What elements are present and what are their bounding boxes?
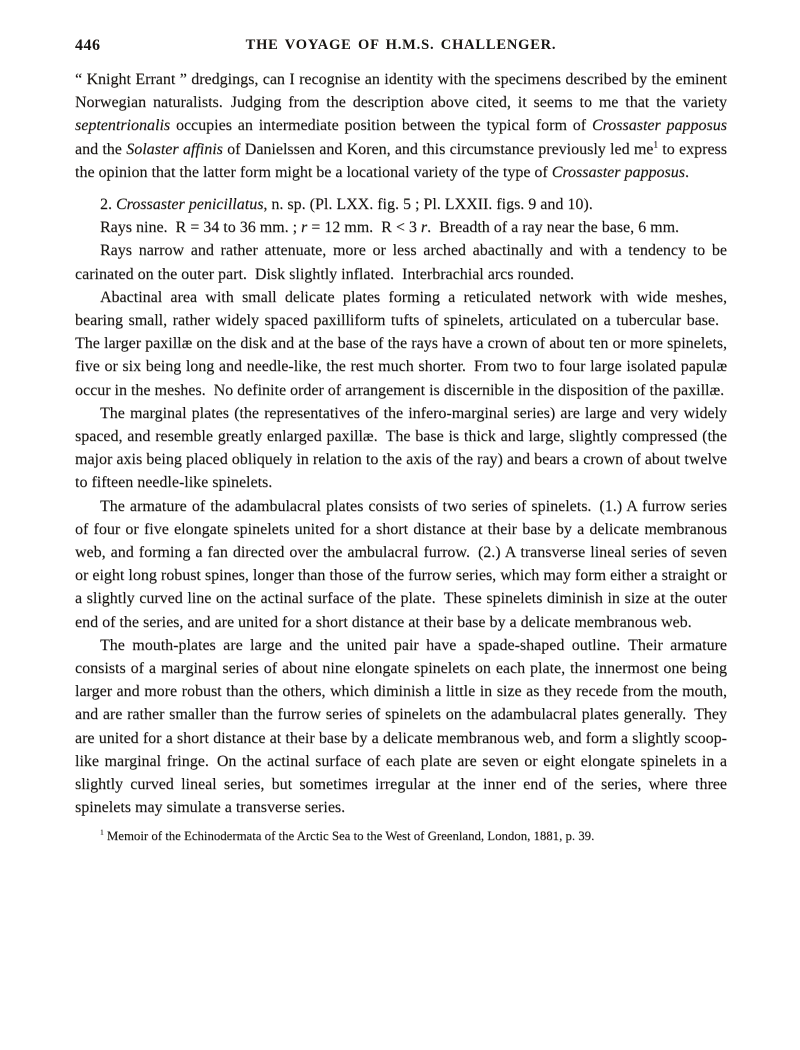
paragraph-adambulacral-armature: The armature of the adambulacral plates consists of two series of spinelets. (1.) A furrow series of four or five elongate spinelets united for a short distance at their base by a delicate membranous web, and forming a fan directed over the ambulacral furrow. (2.) A transverse lineal series of seven or eight long robust spines, longer than those of the furrow series, which may form either a straight or a slightly curved line on the actinal surface of the plate. These spinelets diminish in size at the outer end of the series, and are united for a short distance at their base by a delicate membranous web. — [75, 497, 727, 631]
paragraph-marginal-plates: The marginal plates (the representatives of the infero-marginal series) are large and very widely spaced, and resemble greatly enlarged paxillæ. The base is thick and large, slightly compressed (the major axis being placed obliquely in relation to the axis of the ray) and bears a crown of about twelve to fifteen needle-like spinelets. — [75, 404, 727, 492]
body-text — [75, 68, 727, 844]
paragraph-rays-form: Rays narrow and rather attenuate, more or less arched abactinally and with a tendency to be carinated on the outer part. Disk slightly inflated. Interbrachial arcs rounded. — [75, 242, 727, 283]
footnote: $^1$ Memoir of the Echinodermata of the Arctic Sea to the West of Greenland, London, 1881, p. 39. — [100, 827, 595, 843]
paragraph-measurements: Rays nine. R = 34 to 36 mm. ; r = 12 mm. R < 3 r. Breadth of a ray near the base, 6 mm. — [100, 219, 680, 237]
species-heading: 2. Crossaster penicillatus, n. sp. (Pl. LXX. fig. 5 ; Pl. LXXII. figs. 9 and 10). — [100, 196, 593, 214]
page-number: 446 — [75, 37, 101, 54]
paragraph-abactinal-area: Abactinal area with small delicate plates forming a reticulated network with wide meshes, bearing small, rather widely spaced paxilliform tufts of spinelets, articulated on a tubercular base. The larger paxillæ on the disk and at the base of the rays have a crown of about ten or more spinelets, five or six being long and needle-like, the rest much shorter. From two to four large isolated papulæ occur in the meshes. No definite order of arrangement is discernible in the disposition of the paxillæ. — [75, 288, 727, 399]
running-title: THE VOYAGE OF H.M.S. CHALLENGER. — [245, 37, 557, 53]
paragraph-mouth-plates: The mouth-plates are large and the united pair have a spade-shaped outline. Their armature consists of a marginal series of about nine elongate spinelets on each plate, the innermost one being larger and more robust than the others, which diminish a little in size as they recede from the mouth, and are rather smaller than the furrow series of spinelets on the adambulacral plates generally. They are united for a short distance at their base by a delicate membranous web, and form a slightly scoop-like marginal fringe. On the actinal surface of each plate are seven or eight elongate spinelets in a slightly curved lineal series, but sometimes irregular at the inner end of the series, where three spinelets may simulate a transverse series. — [75, 636, 727, 817]
paragraph-continuation: “ Knight Errant ” dredgings, can I recognise an identity with the specimens described by the eminent Norwegian naturalists. Judging from the description above cited, it seems to me that the variety septentrionalis occupies an intermediate position between the typical form of Crossaster papposus and the Solaster affinis of Danielssen and Koren, and this circumstance previously led $me^1$ to express the opinion that the latter form might be a locational variety of the type of Crossaster papposus. — [75, 71, 728, 181]
page-header — [75, 37, 727, 57]
